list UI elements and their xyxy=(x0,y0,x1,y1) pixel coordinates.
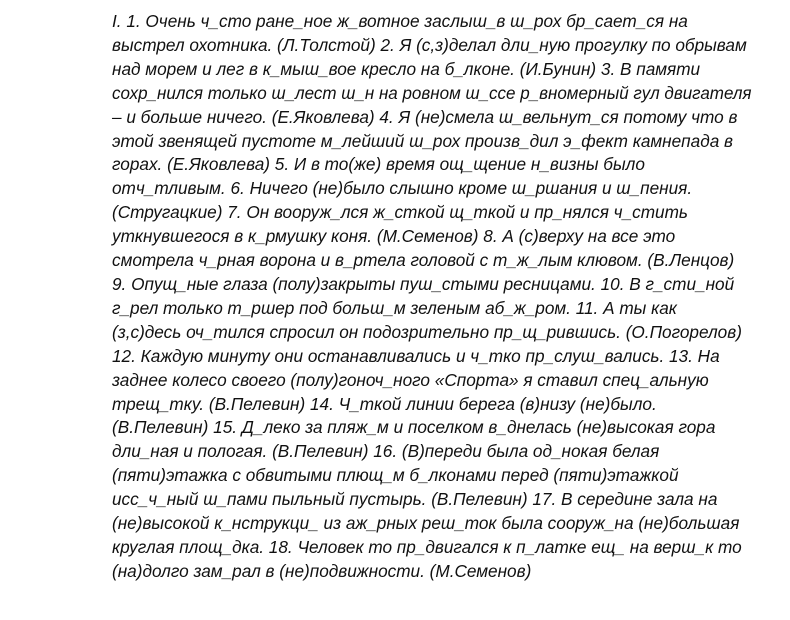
text-line: трещ_тку. (В.Пелевин) 14. Ч_ткой линии берега (в)низу (не)было. xyxy=(112,393,657,414)
text-line: (з,с)десь оч_тился спросил он подозрительно пр_щ_рившись. (О.Погорелов) xyxy=(112,321,742,342)
text-line: исс_ч_ный ш_пами пыльный пустырь. (В.Пелевин) 17. В середине зала на xyxy=(112,489,718,510)
text-line: сохр_нился только ш_лест ш_н на ровном ш_ссе р_вномерный гул двигателя xyxy=(112,82,752,103)
text-line: г_рел только т_ршер под больш_м зеленым аб_ж_ром. 11. А ты как xyxy=(112,297,677,318)
text-line: заднее колесо своего (полу)гоноч_ного «Спорта» я ставил спец_альную xyxy=(112,369,709,390)
text-line: этой звенящей пустоте м_лейший ш_рох произв_дил э_фект камнепада в xyxy=(112,130,733,151)
text-line: (не)высокой к_нструкци_ из аж_рных реш_ток была сооруж_на (не)большая xyxy=(112,513,740,534)
text-line: 9. Опущ_ные глаза (полу)закрыты пуш_стыми ресницами. 10. В г_сти_ной xyxy=(112,273,735,294)
text-line: уткнувшегося в к_рмушку коня. (М.Семенов) 8. А (с)верху на все это xyxy=(112,226,676,247)
text-line: выстрел охотника. (Л.Толстой) 2. Я (с,з)делал дли_ную прогулку по обрывам xyxy=(112,34,747,55)
text-line: круглая площ_дка. 18. Человек то пр_двигался к п_латке ещ_ на верш_к то xyxy=(112,536,742,557)
text-line: (В.Пелевин) 15. Д_леко за пляж_м и поселком в_днелась (не)высокая гора xyxy=(112,417,716,438)
exercise-text xyxy=(112,10,752,584)
text-line: над морем и лег в к_мыш_вое кресло на б_лконе. (И.Бунин) 3. В памяти xyxy=(112,58,701,79)
text-line: дли_ная и пологая. (В.Пелевин) 16. (В)переди была од_нокая белая xyxy=(112,441,660,462)
text-line: смотрела ч_рная ворона и в_ртела головой с т_ж_лым клювом. (В.Ленцов) xyxy=(112,250,735,271)
text-line: – и больше ничего. (Е.Яковлева) 4. Я (не)смела ш_вельнут_ся потому что в xyxy=(112,106,738,127)
text-line: 12. Каждую минуту они останавливались и ч_тко пр_слуш_вались. 13. На xyxy=(112,345,720,366)
text-line: горах. (Е.Яковлева) 5. И в то(же) время ощ_щение н_визны было xyxy=(112,154,645,175)
text-line: (пяти)этажка с обвитыми плющ_м б_лконами перед (пяти)этажкой xyxy=(112,465,679,486)
text-line: I. 1. Очень ч_сто ране_ное ж_вотное заслыш_в ш_рох бр_сает_ся на xyxy=(112,11,688,31)
text-line: (Стругацкие) 7. Он вооруж_лся ж_сткой щ_ткой и пр_нялся ч_стить xyxy=(112,202,688,223)
text-line: отч_тливым. 6. Ничего (не)было слышно кроме ш_ршания и ш_пения. xyxy=(112,178,693,199)
text-line: (на)долго зам_рал в (не)подвижности. (М.Семенов) xyxy=(112,560,532,581)
